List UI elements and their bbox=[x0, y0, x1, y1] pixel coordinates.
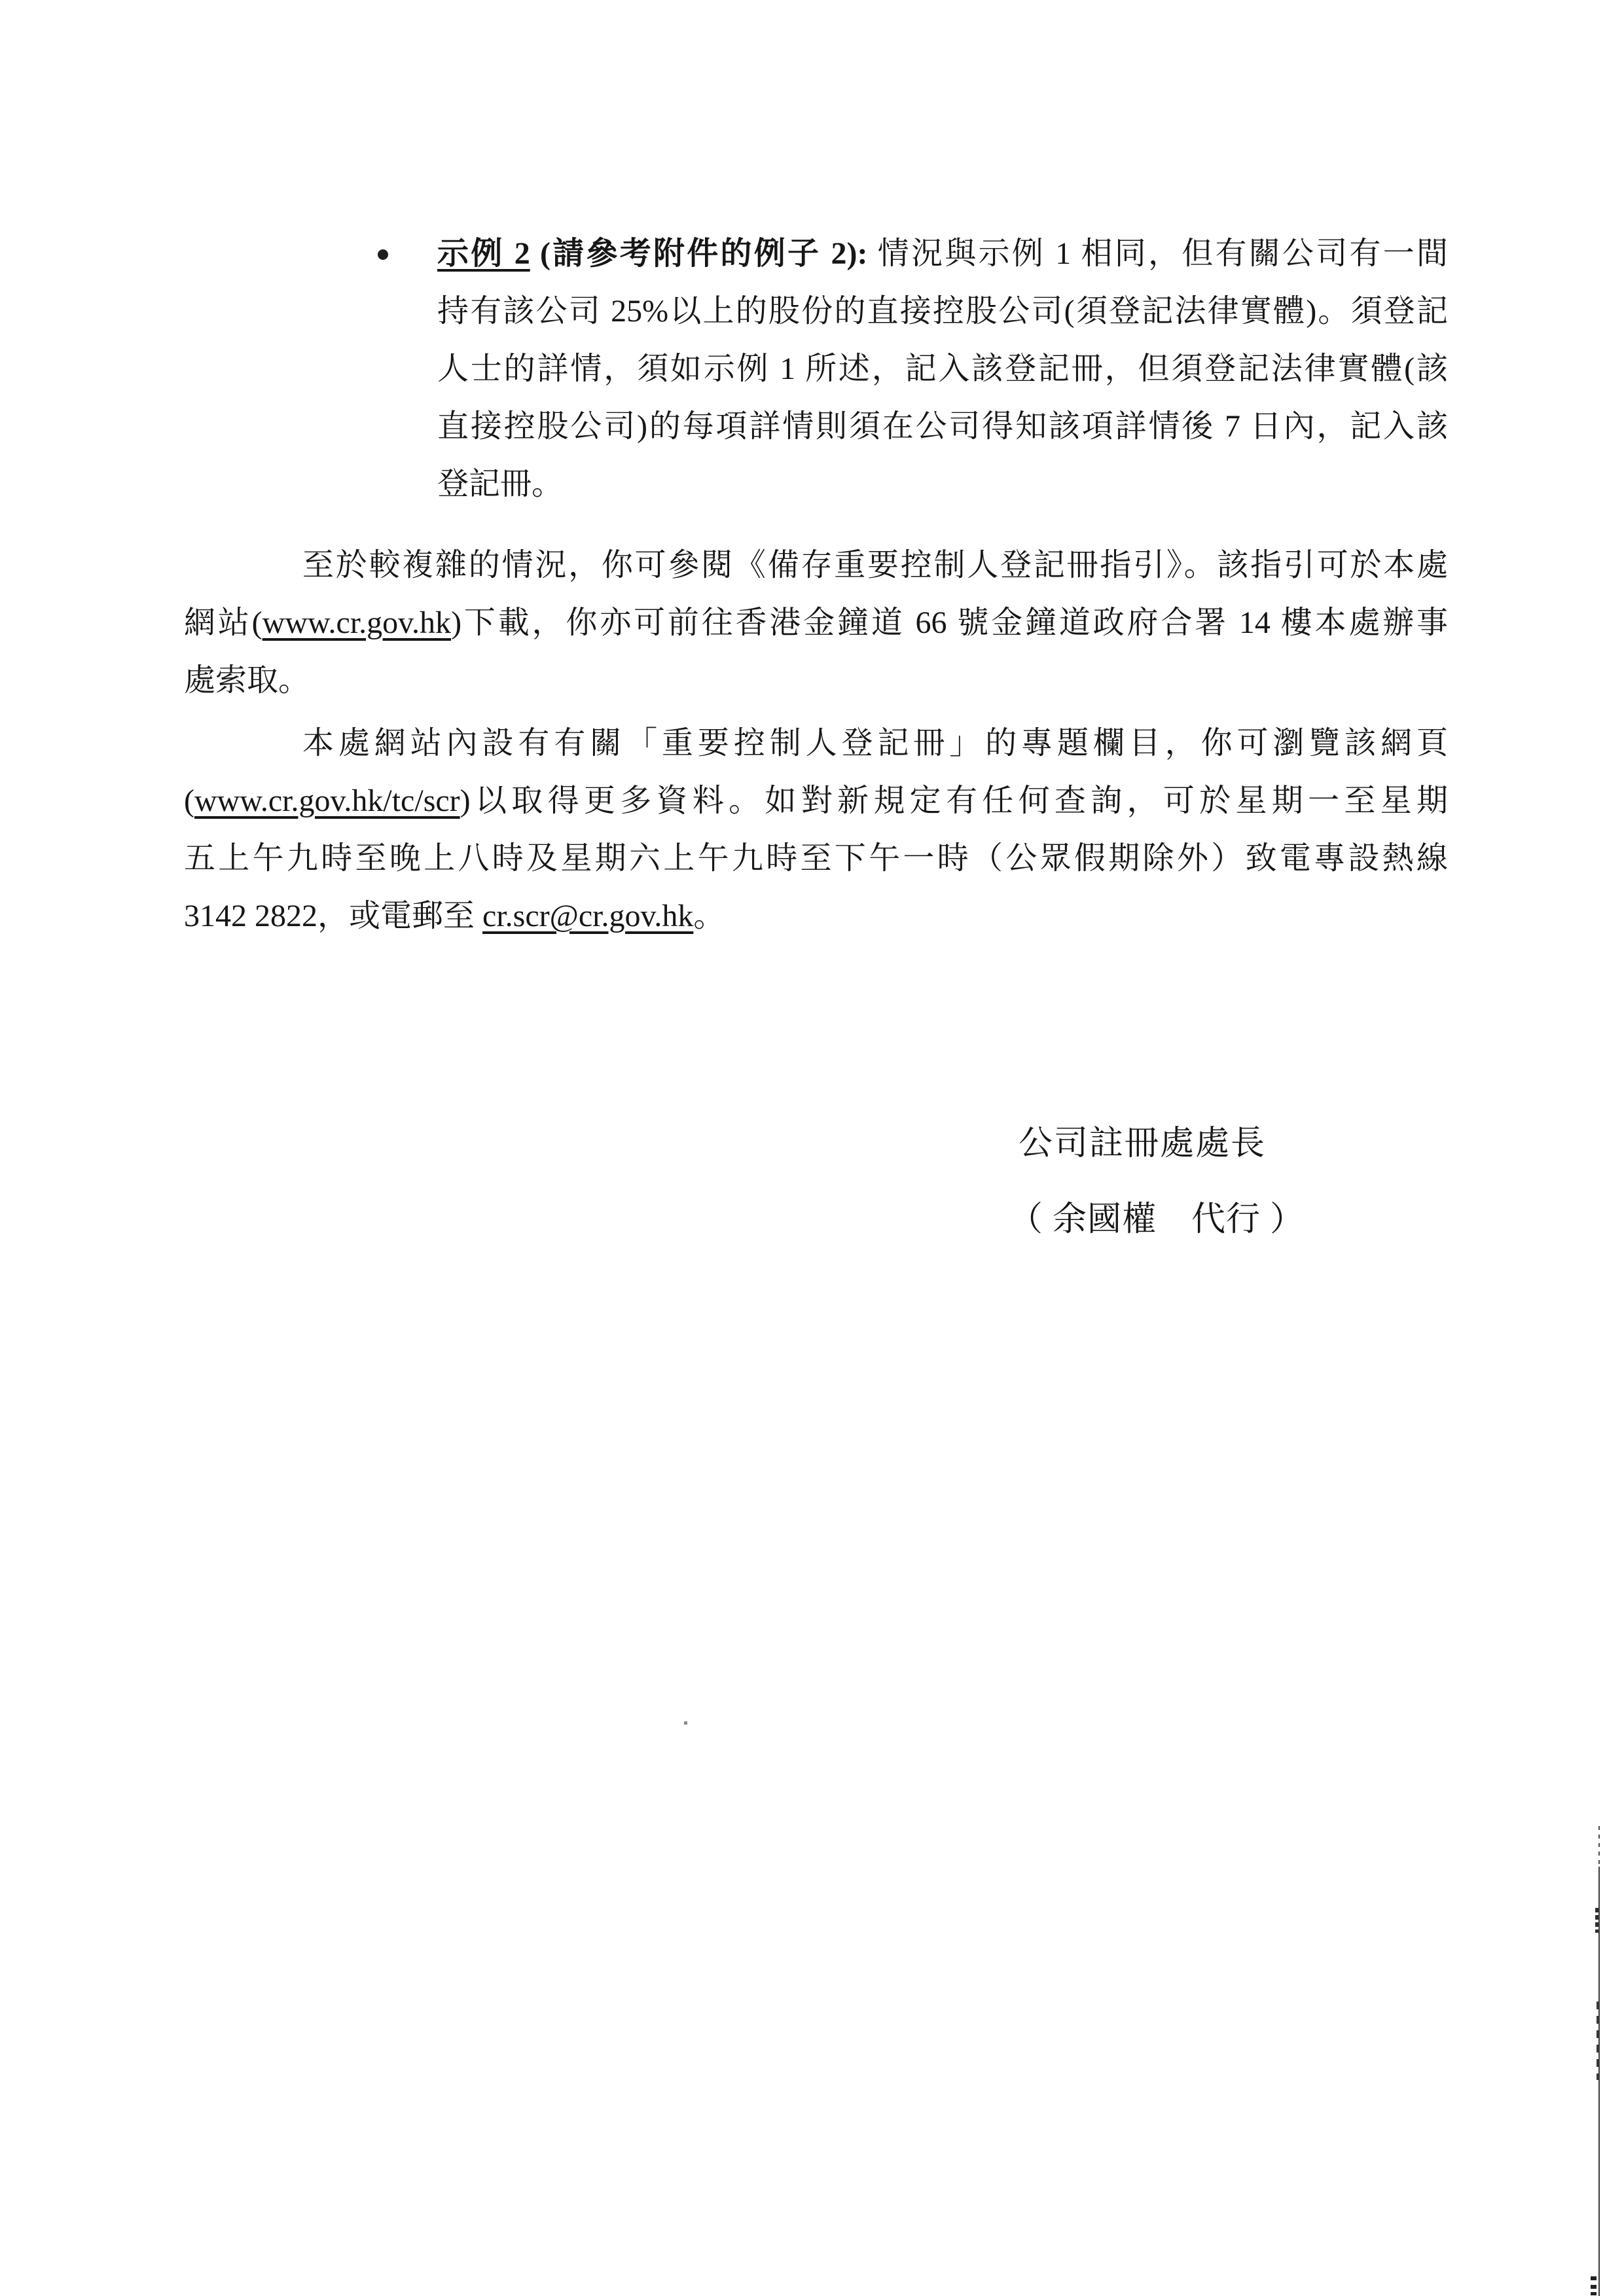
link-text: www.cr.gov.hk/tc/scr bbox=[194, 783, 460, 818]
scan-edge-artifact bbox=[1597, 2001, 1599, 2080]
text-segment: 本處網站內設有有關「重要控制人登記冊」的專題欄目，你可瀏覽該網頁 bbox=[302, 726, 1448, 761]
scan-edge-line-dotted bbox=[1598, 1826, 1600, 1867]
text-segment: 至於較複雜的情況，你可參閱《備存重要控制人登記冊指引》。該指引可於本處 bbox=[302, 548, 1448, 583]
text-line bbox=[184, 537, 1448, 594]
signature-title: 公司註冊處處長 bbox=[1019, 1125, 1267, 1162]
text-line bbox=[184, 772, 1448, 830]
text-segment: 持有該公司 25%以上的股份的直接控股公司(須登記法律實體)。須登記 bbox=[437, 294, 1448, 329]
text-line bbox=[437, 225, 1448, 283]
scan-edge-artifact bbox=[1595, 1908, 1598, 1933]
text-segment: 情況與示例 1 相同，但有關公司有一間 bbox=[867, 236, 1448, 271]
text-segment: 直接控股公司)的每項詳情則須在公司得知該項詳情後 7 日內，記入該 bbox=[437, 409, 1448, 444]
text-line bbox=[437, 340, 1448, 398]
scan-edge-line bbox=[1598, 1867, 1600, 2296]
scan-edge-tick bbox=[1591, 2285, 1597, 2289]
text-segment: 示例 2 bbox=[437, 236, 530, 271]
text-segment: 五上午九時至晚上八時及星期六上午九時至下午一時（公眾假期除外）致電專設熱線 bbox=[184, 841, 1448, 876]
text-line bbox=[437, 456, 1448, 513]
example-2-paragraph bbox=[437, 225, 1448, 513]
text-segment: 處索取。 bbox=[184, 663, 310, 698]
text-segment: ( bbox=[184, 783, 194, 818]
scan-speck bbox=[684, 1721, 687, 1725]
text-line bbox=[184, 652, 1448, 709]
text-line bbox=[184, 594, 1448, 652]
scan-edge-tick bbox=[1591, 2276, 1597, 2280]
text-segment: 網站( bbox=[184, 605, 262, 640]
guideline-paragraph bbox=[184, 537, 1448, 709]
text-line bbox=[184, 888, 1448, 945]
text-line bbox=[184, 830, 1448, 888]
link-text: www.cr.gov.hk bbox=[262, 605, 452, 640]
link-text: cr.scr@cr.gov.hk bbox=[482, 899, 694, 933]
text-segment: 3142 2822，或電郵至 bbox=[184, 899, 483, 933]
text-line bbox=[184, 715, 1448, 772]
bullet-list-item bbox=[378, 225, 1448, 513]
text-segment: 人士的詳情，須如示例 1 所述，記入該登記冊，但須登記法律實體(該 bbox=[437, 351, 1448, 386]
text-segment: 登記冊。 bbox=[437, 467, 564, 501]
signature-name: （ 余國權 代行 ） bbox=[1009, 1201, 1305, 1238]
text-segment: )以取得更多資料。如對新規定有任何查詢，可於星期一至星期 bbox=[460, 783, 1448, 818]
text-segment bbox=[530, 236, 540, 271]
text-line bbox=[437, 398, 1448, 456]
bullet-marker-icon bbox=[378, 249, 388, 260]
text-line bbox=[437, 283, 1448, 340]
text-segment: 。 bbox=[693, 899, 725, 933]
text-segment: (請參考附件的例子 2): bbox=[540, 236, 868, 271]
text-segment: )下載，你亦可前往香港金鐘道 66 號金鐘道政府合署 14 樓本處辦事 bbox=[451, 605, 1448, 640]
website-enquiry-paragraph bbox=[184, 715, 1448, 945]
scan-edge-tick bbox=[1591, 2292, 1597, 2295]
